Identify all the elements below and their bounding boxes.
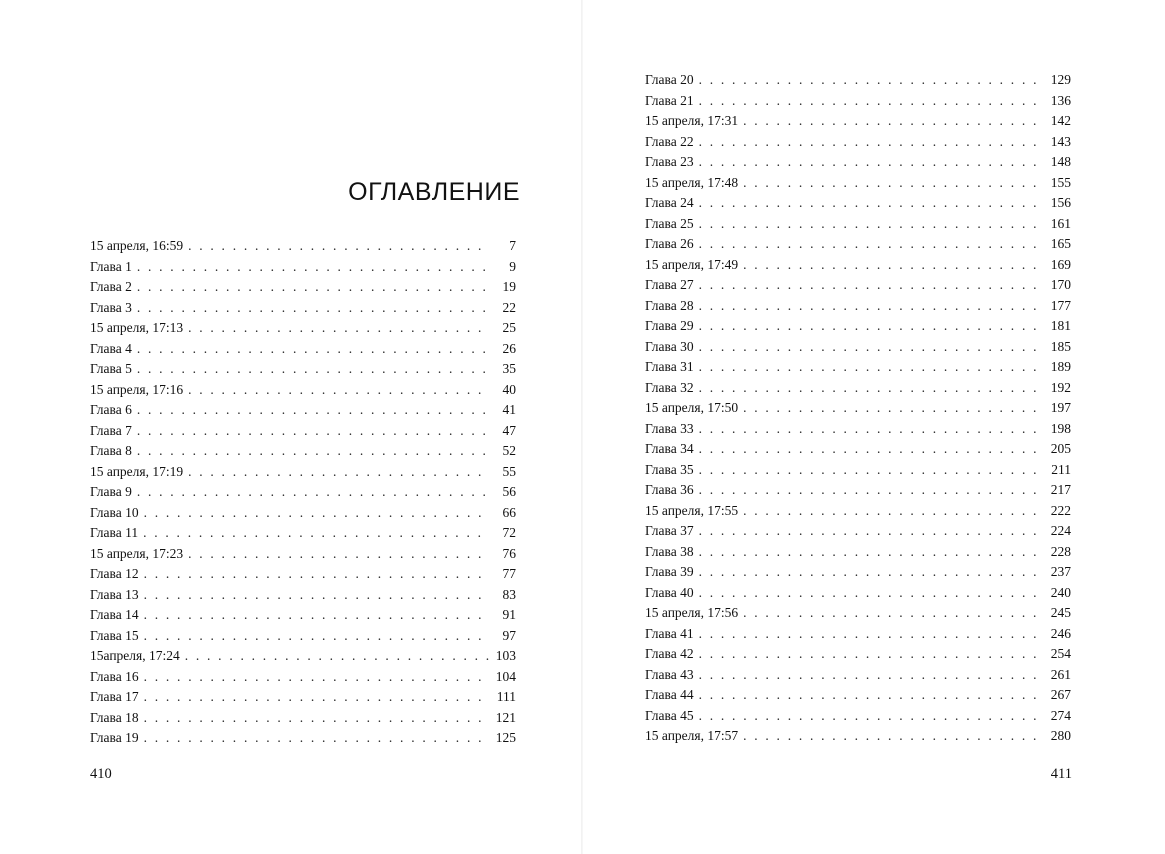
toc-entry [645, 214, 1071, 235]
toc-entry-label: Глава 40 [645, 584, 694, 600]
toc-entry-label: 15 апреля, 17:50 [645, 400, 739, 415]
dot-leader [743, 398, 1044, 419]
toc-entry-label: Глава 24 [645, 195, 694, 210]
toc-entry [645, 644, 1071, 665]
toc-entry-label: Глава 33 [645, 420, 694, 436]
toc-entry-page-number: 125 [495, 730, 516, 745]
toc-entry [90, 687, 516, 708]
toc-entry-label: Глава 16 [90, 668, 139, 684]
toc-entry [645, 111, 1071, 132]
dot-leader [699, 624, 1044, 645]
dot-leader [188, 544, 489, 565]
toc-entry-label: Глава 25 [645, 215, 694, 231]
dot-leader [699, 644, 1044, 665]
dot-leader [699, 583, 1044, 604]
toc-entry [90, 277, 516, 298]
toc-entry [90, 318, 516, 339]
toc-entry-page-number: 211 [1051, 461, 1071, 477]
dot-leader [699, 665, 1044, 686]
toc-entry-page-number: 198 [1050, 420, 1071, 436]
toc-entry-page-number: 280 [1050, 728, 1071, 743]
toc-entry-label: Глава 2 [90, 279, 132, 294]
toc-entry-label: Глава 37 [645, 523, 694, 538]
toc-entry [645, 562, 1071, 583]
toc-entry-page-number: 142 [1050, 113, 1071, 128]
dot-leader [743, 501, 1044, 522]
toc-entry [645, 275, 1071, 296]
toc-entry [645, 583, 1071, 604]
toc-entry-label: Глава 22 [645, 133, 694, 149]
toc-entry [645, 480, 1071, 501]
toc-entry-page-number: 245 [1050, 605, 1071, 620]
dot-leader [144, 503, 489, 524]
toc-entry-label: Глава 41 [645, 625, 694, 641]
toc-entry-label: Глава 23 [645, 154, 694, 169]
toc-entry [645, 501, 1071, 522]
dot-leader [188, 380, 489, 401]
dot-leader [137, 298, 489, 319]
toc-entry [90, 298, 516, 319]
toc-entry [645, 316, 1071, 337]
toc-entry-label: Глава 30 [645, 338, 694, 354]
toc-entry [645, 234, 1071, 255]
toc-entry-page-number: 197 [1050, 400, 1071, 415]
dot-leader [743, 255, 1044, 276]
toc-entry-page-number: 72 [502, 525, 516, 540]
dot-leader [699, 316, 1044, 337]
toc-entry-label: Глава 13 [90, 586, 139, 602]
dot-leader [743, 173, 1044, 194]
toc-entry-page-number: 9 [509, 258, 516, 274]
dot-leader [699, 706, 1044, 727]
toc-entry-label: Глава 11 [90, 525, 139, 540]
toc-entry [645, 706, 1071, 727]
toc-entry-page-number: 170 [1050, 277, 1071, 292]
toc-entry-label: 15 апреля, 17:16 [90, 381, 184, 397]
toc-entry [645, 132, 1071, 153]
dot-leader [137, 257, 489, 278]
toc-entry-page-number: 189 [1050, 359, 1071, 374]
dot-leader [699, 480, 1044, 501]
toc-entry-page-number: 25 [502, 320, 516, 335]
toc-entry [645, 685, 1071, 706]
left-page [0, 0, 582, 854]
toc-entry [645, 255, 1071, 276]
toc-entry-page-number: 246 [1050, 625, 1071, 641]
toc-entry-page-number: 91 [502, 607, 516, 622]
dot-leader [137, 441, 489, 462]
page-number-right: 411 [1050, 766, 1072, 782]
toc-entry [90, 339, 516, 360]
toc-entry [90, 523, 516, 544]
dot-leader [188, 462, 489, 483]
dot-leader [699, 275, 1044, 296]
toc-entry-label: Глава 28 [645, 297, 694, 313]
dot-leader [743, 603, 1044, 624]
toc-entry-label: 15 апреля, 17:57 [645, 728, 739, 743]
toc-entry-page-number: 66 [502, 504, 516, 520]
toc-entry-page-number: 19 [502, 279, 516, 294]
dot-leader [144, 564, 489, 585]
toc-entry-label: Глава 26 [645, 236, 694, 251]
toc-entry-page-number: 274 [1050, 707, 1071, 723]
dot-leader [144, 605, 489, 626]
dot-leader [144, 626, 489, 647]
toc-entry [645, 419, 1071, 440]
dot-leader [185, 646, 489, 667]
toc-entry-page-number: 7 [509, 238, 516, 253]
toc-entry-label: Глава 3 [90, 299, 132, 315]
toc-entry-page-number: 237 [1050, 564, 1071, 579]
toc-entry-page-number: 41 [502, 402, 516, 417]
toc-entry [90, 564, 516, 585]
dot-leader [699, 214, 1044, 235]
toc-entry-page-number: 217 [1050, 482, 1071, 497]
toc-entry-label: Глава 27 [645, 277, 694, 292]
dot-leader [137, 482, 489, 503]
toc-entry [90, 400, 516, 421]
toc-title: ОГЛАВЛЕНИЕ [348, 178, 520, 206]
toc-entry-label: Глава 14 [90, 607, 139, 622]
toc-entry [645, 439, 1071, 460]
dot-leader [188, 236, 489, 257]
toc-entry [90, 482, 516, 503]
dot-leader [699, 378, 1044, 399]
toc-entry-label: Глава 7 [90, 422, 132, 438]
toc-entry [90, 544, 516, 565]
toc-entry [645, 173, 1071, 194]
toc-entry [645, 152, 1071, 173]
toc-entry [645, 624, 1071, 645]
toc-entry-label: Глава 43 [645, 666, 694, 682]
toc-entry-page-number: 26 [502, 340, 516, 356]
toc-entry-page-number: 169 [1050, 256, 1071, 272]
toc-entry [645, 296, 1071, 317]
toc-entry-label: Глава 21 [645, 92, 694, 108]
dot-leader [699, 234, 1044, 255]
dot-leader [699, 91, 1044, 112]
toc-entry [645, 460, 1071, 481]
toc-entry-label: Глава 4 [90, 340, 132, 356]
toc-entry [645, 337, 1071, 358]
toc-entry [90, 359, 516, 380]
toc-entry-label: 15 апреля, 16:59 [90, 238, 184, 253]
toc-entry-label: 15 апреля, 17:55 [645, 502, 739, 518]
toc-entry-page-number: 104 [495, 668, 516, 684]
dot-leader [699, 562, 1044, 583]
toc-entry-page-number: 143 [1050, 133, 1071, 149]
toc-entry-page-number: 103 [495, 648, 516, 663]
toc-entry [645, 91, 1071, 112]
toc-entry-page-number: 177 [1050, 297, 1071, 313]
toc-entry-label: Глава 12 [90, 566, 139, 581]
toc-entry [645, 398, 1071, 419]
toc-entry-label: Глава 34 [645, 441, 694, 456]
dot-leader [137, 400, 489, 421]
toc-entry [90, 236, 516, 257]
toc-entry-page-number: 181 [1050, 318, 1071, 333]
toc-entry-page-number: 129 [1050, 72, 1071, 87]
toc-entry [90, 421, 516, 442]
toc-entry-page-number: 56 [502, 484, 516, 499]
toc-entry-page-number: 228 [1050, 543, 1071, 559]
toc-entry [90, 667, 516, 688]
dot-leader [699, 132, 1044, 153]
toc-entry-page-number: 222 [1050, 502, 1071, 518]
toc-entry-label: Глава 29 [645, 318, 694, 333]
dot-leader [699, 542, 1044, 563]
toc-entry-label: Глава 44 [645, 687, 694, 702]
toc-entry-page-number: 47 [502, 422, 516, 438]
dot-leader [699, 460, 1044, 481]
dot-leader [144, 667, 489, 688]
toc-entry-label: Глава 18 [90, 709, 139, 725]
dot-leader [144, 687, 489, 708]
toc-entry-page-number: 77 [502, 566, 516, 581]
toc-entry-label: Глава 19 [90, 730, 139, 745]
toc-entry-page-number: 261 [1050, 666, 1071, 682]
toc-entry-label: 15 апреля, 17:56 [645, 605, 739, 620]
dot-leader [743, 111, 1044, 132]
toc-entry [90, 257, 516, 278]
toc-entry [90, 585, 516, 606]
toc-entry [90, 380, 516, 401]
dot-leader [699, 685, 1044, 706]
toc-entry-page-number: 35 [502, 361, 516, 376]
toc-entry-label: Глава 6 [90, 402, 132, 417]
right-page [583, 0, 1165, 854]
toc-entry [90, 503, 516, 524]
toc-entry [645, 378, 1071, 399]
toc-entry-page-number: 192 [1050, 379, 1071, 395]
dot-leader [699, 439, 1044, 460]
toc-entry [645, 665, 1071, 686]
toc-entry [90, 462, 516, 483]
toc-entry [90, 646, 516, 667]
toc-entry [645, 70, 1071, 91]
toc-entry-label: Глава 32 [645, 379, 694, 395]
toc-list-right [645, 70, 1071, 747]
toc-entry [90, 708, 516, 729]
toc-entry-page-number: 40 [502, 381, 516, 397]
toc-entry [645, 521, 1071, 542]
page-number-left: 410 [90, 766, 112, 782]
toc-entry-page-number: 121 [495, 709, 516, 725]
toc-entry-page-number: 155 [1050, 174, 1071, 190]
toc-entry-page-number: 205 [1050, 441, 1071, 456]
toc-entry-label: Глава 20 [645, 72, 694, 87]
toc-entry-page-number: 156 [1050, 195, 1071, 210]
toc-entry-page-number: 267 [1050, 687, 1071, 702]
toc-entry-label: Глава 1 [90, 258, 132, 274]
dot-leader [144, 585, 489, 606]
toc-entry-label: Глава 8 [90, 443, 132, 458]
dot-leader [743, 726, 1044, 747]
toc-entry-page-number: 136 [1050, 92, 1071, 108]
toc-entry-page-number: 254 [1050, 646, 1071, 661]
toc-entry-page-number: 185 [1050, 338, 1071, 354]
dot-leader [137, 359, 489, 380]
toc-entry-page-number: 111 [496, 689, 516, 704]
toc-entry-label: Глава 5 [90, 361, 132, 376]
dot-leader [699, 193, 1044, 214]
toc-entry [90, 626, 516, 647]
toc-entry [645, 726, 1071, 747]
dot-leader [144, 708, 489, 729]
toc-entry-page-number: 22 [502, 299, 516, 315]
dot-leader [137, 421, 489, 442]
toc-entry [90, 441, 516, 462]
toc-entry-label: Глава 36 [645, 482, 694, 497]
toc-entry-label: 15 апреля, 17:49 [645, 256, 739, 272]
toc-entry-label: Глава 17 [90, 689, 139, 704]
toc-entry-page-number: 83 [502, 586, 516, 602]
toc-entry-label: Глава 31 [645, 359, 694, 374]
dot-leader [137, 339, 489, 360]
toc-entry-label: Глава 39 [645, 564, 694, 579]
toc-entry [645, 603, 1071, 624]
toc-entry [90, 728, 516, 749]
toc-entry-label: 15апреля, 17:24 [90, 648, 180, 663]
toc-entry-page-number: 148 [1050, 154, 1071, 169]
toc-entry-label: Глава 10 [90, 504, 139, 520]
toc-entry-label: 15 апреля, 17:31 [645, 113, 739, 128]
toc-entry-page-number: 52 [502, 443, 516, 458]
toc-entry-page-number: 55 [502, 463, 516, 479]
dot-leader [699, 419, 1044, 440]
dot-leader [699, 357, 1044, 378]
toc-entry-page-number: 165 [1050, 236, 1071, 251]
toc-entry-label: Глава 15 [90, 627, 139, 643]
toc-entry [645, 193, 1071, 214]
toc-entry-page-number: 224 [1050, 523, 1071, 538]
toc-entry [645, 357, 1071, 378]
toc-entry-label: 15 апреля, 17:13 [90, 320, 184, 335]
toc-entry-label: 15 апреля, 17:48 [645, 174, 739, 190]
dot-leader [144, 728, 489, 749]
toc-entry-label: 15 апреля, 17:19 [90, 463, 184, 479]
toc-entry-label: Глава 45 [645, 707, 694, 723]
toc-entry-label: Глава 35 [645, 461, 694, 477]
dot-leader [699, 521, 1044, 542]
dot-leader [699, 296, 1044, 317]
toc-entry-label: Глава 9 [90, 484, 132, 499]
dot-leader [699, 337, 1044, 358]
dot-leader [699, 152, 1044, 173]
toc-entry-page-number: 97 [502, 627, 516, 643]
toc-entry-label: Глава 42 [645, 646, 694, 661]
dot-leader [143, 523, 489, 544]
toc-entry [90, 605, 516, 626]
dot-leader [188, 318, 489, 339]
toc-entry-label: 15 апреля, 17:23 [90, 545, 184, 561]
toc-list-left [90, 236, 516, 749]
toc-entry-page-number: 240 [1050, 584, 1071, 600]
dot-leader [699, 70, 1044, 91]
toc-entry [645, 542, 1071, 563]
toc-entry-label: Глава 38 [645, 543, 694, 559]
toc-entry-page-number: 76 [502, 545, 516, 561]
toc-entry-page-number: 161 [1050, 215, 1071, 231]
dot-leader [137, 277, 489, 298]
